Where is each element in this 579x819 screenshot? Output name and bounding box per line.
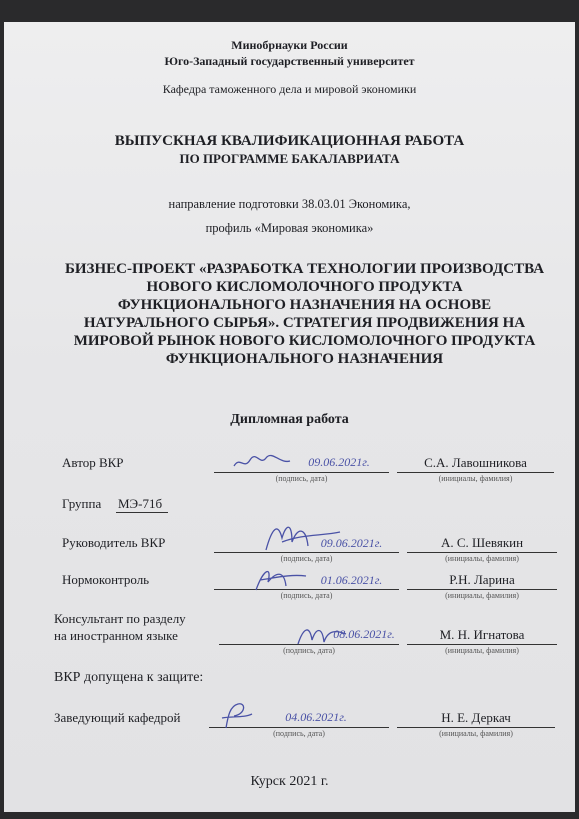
normcontrol-name-line	[407, 589, 557, 590]
consultant-date: 08.06.2021г.	[333, 627, 395, 641]
group-value: МЭ-71б	[118, 496, 163, 511]
study-profile: профиль «Мировая экономика»	[205, 221, 374, 235]
work-type: ВЫПУСКНАЯ КВАЛИФИКАЦИОННАЯ РАБОТА	[114, 133, 465, 149]
thesis-topic: БИЗНЕС-ПРОЕКТ «РАЗРАБОТКА ТЕХНОЛОГИИ ПРОИЗВОДСТВА НОВОГО КИСЛОМОЛОЧНОГО ПРОДУКТА ФУНКЦИОНАЛЬНОГО НАЗНАЧЕНИЯ НА ОСНОВЕ НАТУРАЛЬНОГО СЫРЬЯ». СТРАТЕГИЯ ПРОДВИЖЕНИЯ НА МИРОВОЙ РЫНОК НОВОГО КИСЛОМОЛОЧНОГО ПРОДУКТА ФУНКЦИОНАЛЬНОГО НАЗНАЧЕНИЯ	[64, 261, 545, 367]
author-sign-caption: (подпись, дата)	[275, 474, 328, 483]
study-direction: направление подготовки 38.03.01 Экономика,	[168, 197, 411, 211]
author-name: С.А. Лавошникова	[424, 455, 527, 470]
ministry-name: Минобрнауки России	[231, 38, 348, 52]
head-name-caption: (инициалы, фамилия)	[439, 729, 513, 738]
head-name: Н. Е. Деркач	[441, 710, 511, 725]
consultant-label-line1: Консультант по разделу	[54, 611, 186, 626]
author-label: Автор ВКР	[62, 455, 124, 470]
author-date: 09.06.2021г.	[308, 455, 370, 469]
group-label: Группа	[62, 496, 102, 511]
normcontrol-sign-caption: (подпись, дата)	[280, 591, 333, 600]
university-name: Юго-Западный государственный университет	[164, 54, 415, 68]
normcontrol-name: Р.Н. Ларина	[449, 572, 515, 587]
normcontrol-label: Нормоконтроль	[62, 572, 150, 587]
document-page	[4, 22, 575, 812]
supervisor-name: А. С. Шевякин	[440, 535, 524, 550]
author-name-line	[397, 472, 554, 473]
consultant-name: М. Н. Игнатова	[439, 627, 525, 642]
consultant-name-line	[407, 644, 557, 645]
supervisor-date: 09.06.2021г.	[320, 536, 383, 550]
normcontrol-name-caption: (инициалы, фамилия)	[445, 591, 519, 600]
head-label: Заведующий кафедрой	[54, 710, 181, 725]
consultant-label-line2: на иностранном языке	[54, 628, 178, 643]
normcontrol-signature-icon	[250, 562, 310, 594]
normcontrol-date: 01.06.2021г.	[320, 573, 383, 587]
head-signature-icon	[216, 698, 256, 732]
consultant-sign-caption: (подпись, дата)	[283, 646, 335, 655]
supervisor-label: Руководитель ВКР	[62, 535, 166, 550]
city-year: Курск 2021 г.	[250, 774, 329, 789]
author-sign-line	[214, 472, 389, 473]
program-level: ПО ПРОГРАММЕ БАКАЛАВРИАТА	[179, 151, 400, 166]
head-sign-caption: (подпись, дата)	[273, 729, 325, 738]
supervisor-name-caption: (инициалы, фамилия)	[445, 554, 519, 563]
supervisor-sign-caption: (подпись, дата)	[280, 554, 333, 563]
admitted-to-defense: ВКР допущена к защите:	[54, 670, 204, 685]
author-signature-icon	[232, 452, 292, 472]
group-line	[116, 512, 168, 513]
author-name-caption: (инициалы, фамилия)	[438, 474, 513, 483]
supervisor-name-line	[407, 552, 557, 553]
consultant-name-caption: (инициалы, фамилия)	[445, 646, 519, 655]
document-kind: Дипломная работа	[230, 412, 349, 427]
head-date: 04.06.2021г.	[285, 710, 347, 724]
head-name-line	[397, 727, 555, 728]
department-name: Кафедра таможенного дела и мировой экономики	[162, 82, 417, 96]
